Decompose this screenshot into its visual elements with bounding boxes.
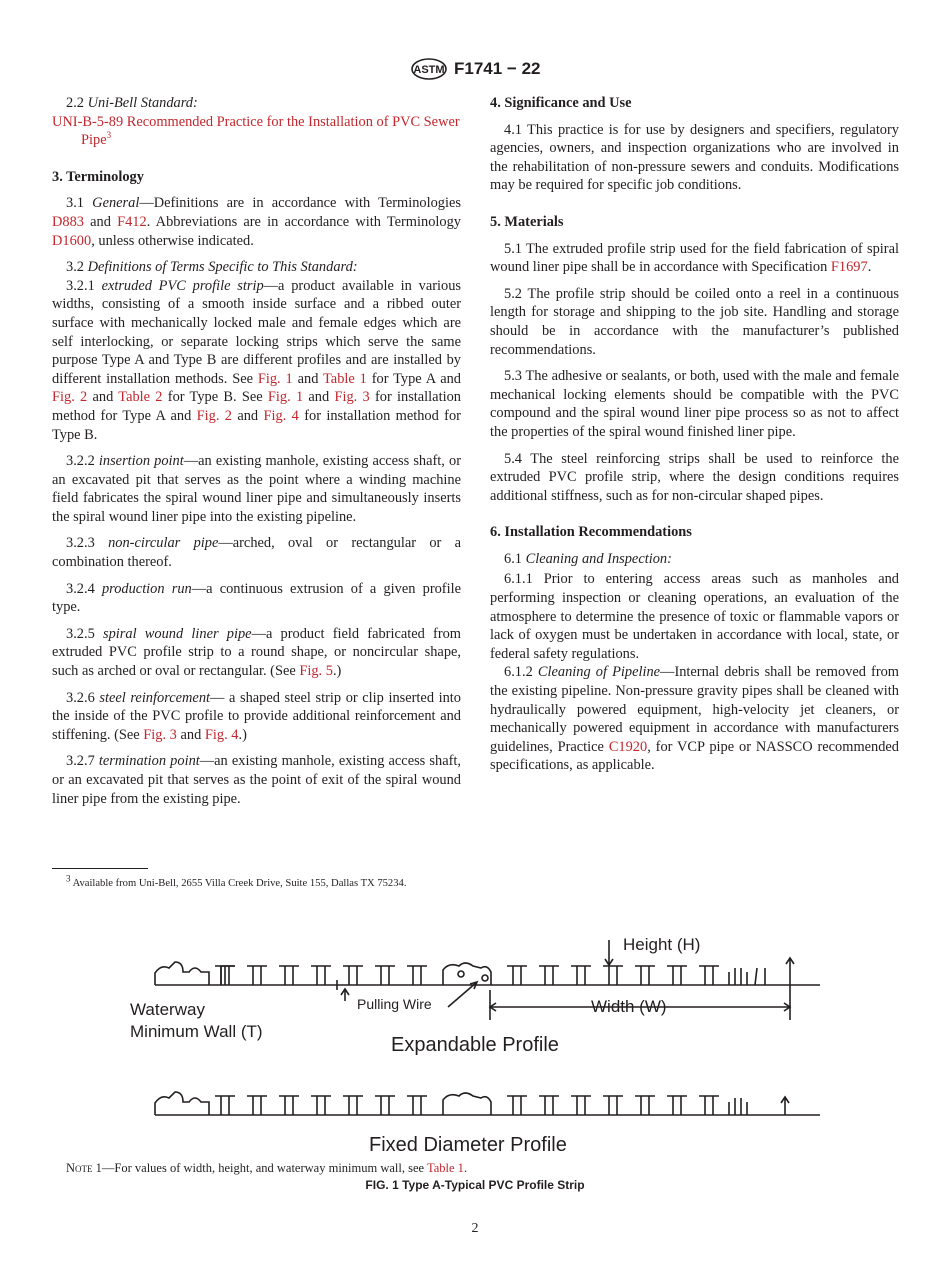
- c1920-link[interactable]: C1920: [608, 738, 648, 755]
- section-6-heading: 6. Installation Recommendations: [490, 524, 692, 541]
- section-3-heading: 3. Terminology: [52, 168, 144, 185]
- fig1-link[interactable]: Fig. 1: [267, 389, 304, 406]
- expandable-profile-drawing: [155, 940, 820, 1020]
- para-4-1: 4.1 This practice is for use by designers and specifiers, regulatory agencies, owners, and inspection organizations who are involved in the rehabilitation of non-pressure sewers and conduits. Modifications may be required for specific job conditions.: [490, 121, 899, 194]
- para-3-2-2: 3.2.2 insertion point—an existing manhole, existing access shaft, or an excavated pit that serves as the point where a winding machine field fabricates the spiral wound liner pipe and simultaneously inserts the spiral wound liner pipe into the existing pipeline.: [52, 453, 461, 525]
- fixed-profile-label: Fixed Diameter Profile: [369, 1134, 567, 1156]
- para-5-1: 5.1 The extruded profile strip used for the field fabrication of spiral wound liner pipe shall be in accordance with Specification F1697.: [490, 240, 899, 276]
- height-label: Height (H): [623, 935, 701, 954]
- section-2-2: 2.2 Uni-Bell Standard:: [66, 95, 198, 111]
- right-column: [490, 94, 899, 775]
- para-3-2-7: 3.2.7 termination point—an existing manhole, existing access shaft, or an excavated pit that serves as the point of exit of the spiral wound liner pipe from the existing pipe.: [52, 753, 461, 807]
- fixed-profile-drawing: [155, 1092, 820, 1115]
- fig2-link[interactable]: Fig. 2: [196, 407, 232, 424]
- para-3-2: 3.2 Definitions of Terms Specific to This Standard:: [66, 259, 358, 276]
- d1600-link[interactable]: D1600: [52, 232, 92, 249]
- para-6-1-1: 6.1.1 Prior to entering access areas such as manholes and performing inspection or cleaning operations, an evaluation of the atmosphere to determine the presence of toxic or flammable vapors or lack of oxygen must be undertaken in accordance with local, state, or federal safety regulations.: [490, 571, 899, 662]
- unibell-code-link[interactable]: UNI-B-5-89: [52, 113, 124, 130]
- para-3-2-4: 3.2.4 production run—a continuous extrusion of a given profile type.: [52, 580, 461, 616]
- d883-link[interactable]: D883: [52, 213, 84, 230]
- page-header: [0, 58, 950, 82]
- footnote-ref[interactable]: 3: [106, 130, 112, 141]
- expandable-profile-label: Expandable Profile: [391, 1034, 559, 1056]
- width-label: Width (W): [591, 997, 667, 1016]
- footnote-rule: [52, 868, 148, 869]
- figure-caption: FIG. 1 Type A-Typical PVC Profile Strip: [365, 1178, 585, 1192]
- fig1-link[interactable]: Fig. 1: [257, 370, 293, 387]
- unibell-reference: [52, 113, 461, 150]
- pulling-wire-label: Pulling Wire: [357, 996, 432, 1012]
- minimum-wall-label: Minimum Wall (T): [130, 1022, 263, 1041]
- para-5-2: 5.2 The profile strip should be coiled onto a reel in a continuous length for storage and shipping to the job site. Handling and storage should be in accordance with the manufacturer’s published recommendations.: [490, 285, 899, 358]
- waterway-label: Waterway: [130, 1000, 205, 1019]
- fig3-link[interactable]: Fig. 3: [143, 726, 177, 743]
- para-5-4: 5.4 The steel reinforcing strips shall be used to reinforce the extruded PVC profile strip, where the design conditions requires additional stiffness, such as for non-circular shaped pipes.: [490, 450, 899, 504]
- para-6-1-2: 6.1.2 Cleaning of Pipeline—Internal debris shall be removed from the existing pipeline. Non-pressure gravity pipes shall be cleaned with hydraulically powered equipment, high-velocity jet cleaners, or mechanically powered equipment in accordance with manufacturers guidelines, Practice C1920, for VCP pipe or NASSCO recommended specifications, as applicable.: [490, 664, 899, 774]
- profile-strip-figure: [125, 928, 825, 1160]
- table1-note-link[interactable]: Table 1: [426, 1161, 464, 1175]
- fig2-link[interactable]: Fig. 2: [52, 389, 88, 406]
- astm-logo: [411, 58, 447, 80]
- fig4-link[interactable]: Fig. 4: [204, 726, 239, 743]
- f1697-link[interactable]: F1697: [830, 259, 868, 276]
- left-column: [52, 94, 461, 808]
- para-3-1: 3.1 General—Definitions are in accordance with Terminologies D883 and F412. Abbreviations are in accordance with Terminology D1600, unless otherwise indicated.: [52, 195, 461, 249]
- footnote: $^3$ Available from Uni-Bell, 2655 Villa Creek Drive, Suite 155, Dallas TX 75234.: [66, 873, 407, 889]
- section-4-heading: 4. Significance and Use: [490, 95, 632, 111]
- table2-link[interactable]: Table 2: [118, 389, 163, 406]
- section-5-heading: 5. Materials: [490, 213, 564, 230]
- para-3-2-6: 3.2.6 steel reinforcement— a shaped steel strip or clip inserted into the inside of the PVC profile to provide additional reinforcement and stiffening. (See Fig. 3 and Fig. 4.): [52, 689, 461, 743]
- para-6-1: 6.1 Cleaning and Inspection:: [504, 550, 672, 567]
- para-3-2-5: 3.2.5 spiral wound liner pipe—a product field fabricated from extruded PVC profile strip to a round shape, or noncircular shape, such as arched or oval or rectangular. (See Fig. 5.): [52, 625, 461, 680]
- figure-note: Note 1—For values of width, height, and waterway minimum wall, see Table 1.: [66, 1161, 468, 1175]
- page-number: 2: [471, 1221, 479, 1236]
- document-number: F1741 − 22: [454, 59, 541, 78]
- fig4-link[interactable]: Fig. 4: [263, 407, 299, 424]
- para-3-2-3: 3.2.3 non-circular pipe—arched, oval or rectangular or a combination thereof.: [52, 535, 461, 571]
- f412-link[interactable]: F412: [117, 213, 147, 230]
- para-3-2-1: 3.2.1 extruded PVC profile strip—a product available in various widths, consisting of a smooth inside surface and a ribbed outer surface with mechanically locked male and female edges which are self interlocking, or separate locking strips which serve the same purpose Type A and Type B are different profiles and are installed by different installation methods. See Fig. 1 and Table 1 for Type A and Fig. 2 and Table 2 for Type B. See Fig. 1 and Fig. 3 for installation method for Type A and Fig. 2 and Fig. 4 for installation method for Type B.: [52, 277, 461, 443]
- para-5-3: 5.3 The adhesive or sealants, or both, used with the male and female mechanical locking elements should be compatible with the PVC compound and the spiral wound liner pipe process so as not to affect the properties of the spiral wound finished liner pipe.: [490, 368, 899, 440]
- unibell-title-link[interactable]: Recommended Practice for the Installation of PVC Sewer Pipe: [81, 113, 460, 149]
- logo-text: ASTM: [413, 64, 445, 76]
- fig3-link[interactable]: Fig. 3: [334, 389, 370, 406]
- fig5-link[interactable]: Fig. 5: [299, 663, 333, 680]
- table1-link[interactable]: Table 1: [323, 370, 367, 387]
